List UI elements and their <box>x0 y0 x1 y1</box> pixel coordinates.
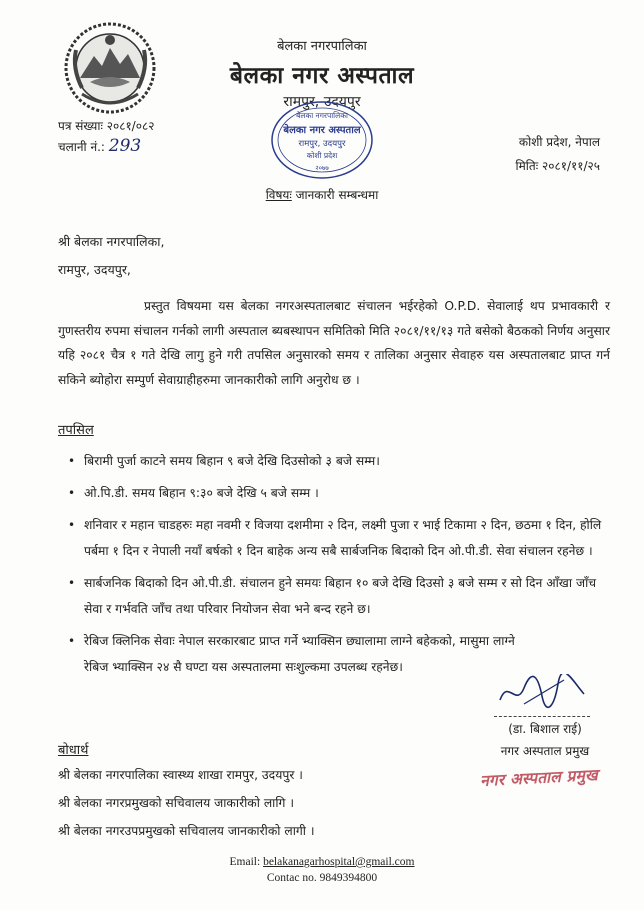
list-item <box>68 448 608 474</box>
chalani-label: चलानी नं.: <box>58 140 105 154</box>
chalani-value: 293 <box>108 136 142 156</box>
contact-label: Contac no. <box>266 872 317 884</box>
list-item-text: ओ.पि.डी. समय बिहान ९:३० बजे देखि ५ बजे सम्म । <box>84 486 319 500</box>
list-item <box>68 480 608 506</box>
stamp-line-5: २०७७ <box>315 164 329 172</box>
patra-label: पत्र संख्याः <box>58 119 103 133</box>
cc-title: बोधार्थ <box>58 743 89 758</box>
tapasil-title: तपसिल <box>58 423 94 438</box>
bullet-icon: • <box>68 634 76 648</box>
patra-sankhya <box>58 116 154 136</box>
chalani-number <box>58 136 141 157</box>
email-link[interactable]: belakanagarhospital@gmail.com <box>263 856 415 868</box>
list-item <box>68 628 524 680</box>
patra-value: २०८१/०८२ <box>106 119 155 133</box>
signatory-name: (डा. बिशाल राई) <box>508 722 582 736</box>
subject-label: विषयः <box>265 188 292 202</box>
date-label: मितिः <box>515 159 539 173</box>
signature-line <box>494 716 590 717</box>
email-label: Email: <box>229 856 261 868</box>
footer-contact <box>0 872 644 884</box>
province-line: कोशी प्रदेश, नेपाल <box>518 135 600 149</box>
hospital-address: रामपुर, उदयपुर <box>283 94 361 110</box>
tapasil-list <box>68 448 608 686</box>
designation-stamp: नगर अस्पताल प्रमुख <box>479 765 599 791</box>
list-item-text: रेबिज क्लिनिक सेवाः नेपाल सरकारबाट प्राप्त गर्ने भ्याक्सिन छ्यालामा लाग्ने बहेकको, मासुमा लाग्ने रेबिज भ्याक्सिन २४ सै घण्टा यस अस्पतालमा सःशुल्कमा उपलब्ध रहनेछ। <box>84 634 515 674</box>
bullet-icon: • <box>68 576 76 590</box>
stamp-line-4: कोशी प्रदेश <box>306 151 338 160</box>
subject-line <box>0 186 644 203</box>
list-item <box>68 512 608 564</box>
bullet-icon: • <box>68 486 76 500</box>
subject-text: जानकारी सम्बन्धमा <box>295 188 379 202</box>
body-paragraph: प्रस्तुत विषयमा यस बेलका नगरअस्पतालबाट संचालन भईरहेको O.P.D. सेवालाई थप प्रभावकारी र गुणस्तरीय रुपमा संचालन गर्नको लागी अस्पताल ब्यबस्थापन समितिको मिति २०८१/११/१३ गते बसेको बैठकको निर्णय अनुसार यहि २०८१ चैत्र १ गते देखि लागु हुने गरी तपसिल अनुसारको समय र तालिका अनुसार सेवाहरु यस अस्पतालबाट प्राप्त गर्न सकिने ब्योहोरा सम्पुर्ण सेवाग्राहीहरुमा जानकारीको लागि अनुरोध छ । <box>58 299 610 387</box>
addressee-line-2: रामपुर, उदयपुर, <box>58 262 131 277</box>
cc-item: श्री बेलका नगरप्रमुखको सचिवालय जाकारीको लागि । <box>58 796 295 810</box>
footer-email <box>0 856 644 868</box>
cc-item: श्री बेलका नगरपालिका स्वास्थ्य शाखा रामपुर, उदयपुर । <box>58 768 303 782</box>
list-item-text: बिरामी पुर्जा काटने समय बिहान ९ बजे देखि दिउसोको ३ बजे सम्म। <box>84 454 380 468</box>
signatory-title: नगर अस्पताल प्रमुख <box>500 744 590 758</box>
list-item-text: शनिवार र महान चाडहरुः महा नवमी र विजया दशमीमा २ दिन, लक्ष्मी पुजा र भाई टिकामा २ दिन, छठमा १ दिन, होलि पर्बमा १ दिन र नेपाली नयाँ बर्षको १ दिन बाहेक अन्य सबै सार्बजनिक बिदाको दिन ओ.पी.डी. सेवा संचालन रहनेछ । <box>84 518 602 558</box>
office-stamp-icon <box>270 100 374 180</box>
hospital-name: बेलका नगर अस्पताल <box>229 63 415 89</box>
list-item <box>68 570 608 622</box>
stamp-line-3: रामपुर, उदयपुर <box>298 139 346 149</box>
bullet-icon: • <box>68 454 76 468</box>
list-item-text: सार्बजनिक बिदाको दिन ओ.पी.डी. संचालन हुने समयः बिहान १० बजे देखि दिउसो ३ बजे सम्म र सो दिन आँखा जाँच सेवा र गर्भवति जाँच तथा परिवार नियोजन सेवा भने बन्द रहने छ। <box>84 576 597 616</box>
signature-icon <box>494 674 590 710</box>
date-value: २०८१/११/२५ <box>541 159 600 173</box>
bullet-icon: • <box>68 518 76 532</box>
date-line <box>516 156 601 176</box>
stamp-line-1: बेलका नगरपालिका <box>296 111 348 120</box>
addressee-line-1: श्री बेलका नगरपालिका, <box>58 234 165 249</box>
municipality-name: बेलका नगरपालिका <box>277 39 367 54</box>
contact-number: 9849394800 <box>319 872 378 884</box>
cc-item: श्री बेलका नगरउपप्रमुखको सचिवालय जानकारीको लागी । <box>58 824 315 838</box>
stamp-line-2: बेलका नगर अस्पताल <box>283 125 361 136</box>
